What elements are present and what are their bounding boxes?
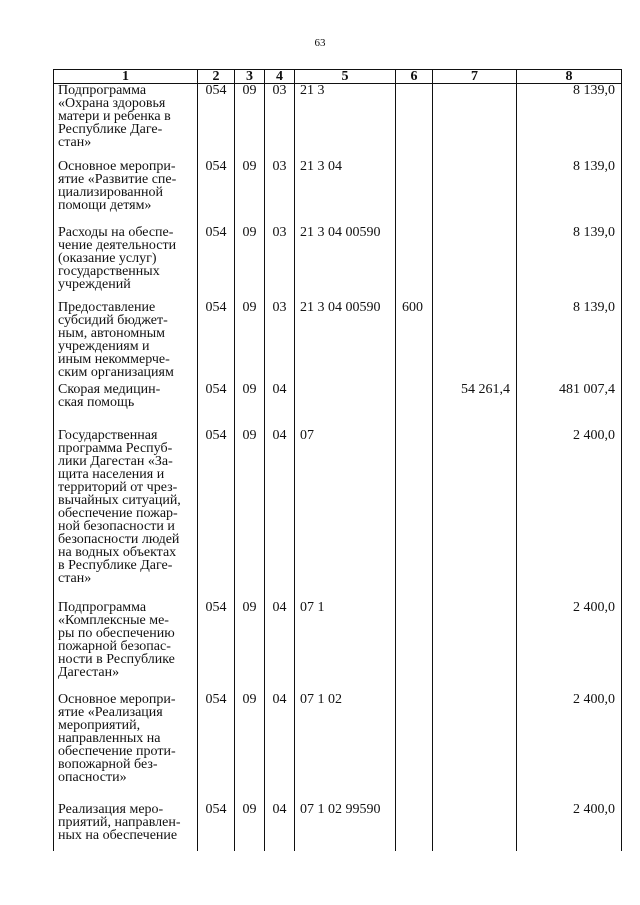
code-expense-type xyxy=(396,383,433,429)
code-section: 09 xyxy=(235,301,265,383)
table-row xyxy=(54,601,622,693)
table-row xyxy=(54,226,622,301)
budget-table xyxy=(53,69,622,851)
code-ministry: 054 xyxy=(198,383,235,429)
amount-col-7 xyxy=(433,84,517,160)
item-name: Основное меропри- ятие «Реализация мероприятий, направленных на обеспечение проти- вопожарной без- опасности» xyxy=(54,693,198,803)
amount-col-8: 2 400,0 xyxy=(517,693,622,803)
item-name: Государственная программа Респуб- лики Дагестан «За- щита населения и территорий от чрез- вычайных ситуаций, обеспечение пожар- ной безопасности и безопасности людей на водных объектах в Республике Даге- стан» xyxy=(54,429,198,601)
header-row xyxy=(54,70,622,84)
header-col-2: 2 xyxy=(198,70,235,84)
code-subsection: 03 xyxy=(265,84,295,160)
code-section: 09 xyxy=(235,383,265,429)
code-target-article: 07 1 02 99590 xyxy=(295,803,396,851)
header-col-4: 4 xyxy=(265,70,295,84)
header-col-8: 8 xyxy=(517,70,622,84)
table-row xyxy=(54,160,622,226)
table-row xyxy=(54,383,622,429)
code-expense-type: 600 xyxy=(396,301,433,383)
code-subsection: 03 xyxy=(265,226,295,301)
amount-col-8: 2 400,0 xyxy=(517,601,622,693)
item-name: Расходы на обеспе- чение деятельности (оказание услуг) государственных учреждений xyxy=(54,226,198,301)
page-number: 63 xyxy=(314,37,326,49)
code-subsection: 04 xyxy=(265,429,295,601)
code-section: 09 xyxy=(235,160,265,226)
amount-col-7: 54 261,4 xyxy=(433,383,517,429)
table-row xyxy=(54,429,622,601)
code-section: 09 xyxy=(235,601,265,693)
amount-col-8: 2 400,0 xyxy=(517,429,622,601)
amount-col-7 xyxy=(433,429,517,601)
header-col-3: 3 xyxy=(235,70,265,84)
amount-col-7 xyxy=(433,803,517,851)
code-expense-type xyxy=(396,429,433,601)
code-target-article xyxy=(295,383,396,429)
code-ministry: 054 xyxy=(198,693,235,803)
table-row xyxy=(54,84,622,160)
code-subsection: 04 xyxy=(265,803,295,851)
code-expense-type xyxy=(396,84,433,160)
header-col-7: 7 xyxy=(433,70,517,84)
code-expense-type xyxy=(396,693,433,803)
item-name: Скорая медицин- ская помощь xyxy=(54,383,198,429)
code-section: 09 xyxy=(235,429,265,601)
table-body xyxy=(54,84,622,851)
code-subsection: 03 xyxy=(265,301,295,383)
code-section: 09 xyxy=(235,84,265,160)
code-subsection: 04 xyxy=(265,383,295,429)
code-target-article: 07 1 xyxy=(295,601,396,693)
code-section: 09 xyxy=(235,226,265,301)
code-expense-type xyxy=(396,601,433,693)
amount-col-8: 8 139,0 xyxy=(517,226,622,301)
amount-col-8: 8 139,0 xyxy=(517,160,622,226)
code-target-article: 21 3 04 00590 xyxy=(295,301,396,383)
table-row xyxy=(54,301,622,383)
code-section: 09 xyxy=(235,803,265,851)
item-name: Подпрограмма «Комплексные ме- ры по обеспечению пожарной безопас- ности в Республике Дагестан» xyxy=(54,601,198,693)
code-ministry: 054 xyxy=(198,301,235,383)
amount-col-8: 8 139,0 xyxy=(517,301,622,383)
code-ministry: 054 xyxy=(198,803,235,851)
code-ministry: 054 xyxy=(198,226,235,301)
code-ministry: 054 xyxy=(198,601,235,693)
code-target-article: 21 3 04 xyxy=(295,160,396,226)
header-col-1: 1 xyxy=(54,70,198,84)
table-row xyxy=(54,693,622,803)
item-name: Реализация меро- приятий, направлен- ных на обеспечение xyxy=(54,803,198,851)
code-target-article: 21 3 04 00590 xyxy=(295,226,396,301)
code-subsection: 03 xyxy=(265,160,295,226)
code-target-article: 07 xyxy=(295,429,396,601)
code-ministry: 054 xyxy=(198,160,235,226)
code-section: 09 xyxy=(235,693,265,803)
code-expense-type xyxy=(396,160,433,226)
amount-col-7 xyxy=(433,601,517,693)
code-target-article: 07 1 02 xyxy=(295,693,396,803)
code-ministry: 054 xyxy=(198,84,235,160)
code-ministry: 054 xyxy=(198,429,235,601)
amount-col-8: 8 139,0 xyxy=(517,84,622,160)
amount-col-8: 2 400,0 xyxy=(517,803,622,851)
header-col-5: 5 xyxy=(295,70,396,84)
header-col-6: 6 xyxy=(396,70,433,84)
code-expense-type xyxy=(396,226,433,301)
amount-col-7 xyxy=(433,226,517,301)
code-subsection: 04 xyxy=(265,693,295,803)
amount-col-8: 481 007,4 xyxy=(517,383,622,429)
code-expense-type xyxy=(396,803,433,851)
item-name: Предоставление субсидий бюджет- ным, автономным учреждениям и иным некоммерче- ским организациям xyxy=(54,301,198,383)
code-subsection: 04 xyxy=(265,601,295,693)
code-target-article: 21 3 xyxy=(295,84,396,160)
amount-col-7 xyxy=(433,160,517,226)
amount-col-7 xyxy=(433,301,517,383)
item-name: Подпрограмма «Охрана здоровья матери и ребенка в Республике Даге- стан» xyxy=(54,84,198,160)
amount-col-7 xyxy=(433,693,517,803)
item-name: Основное меропри- ятие «Развитие спе- циализированной помощи детям» xyxy=(54,160,198,226)
table-row xyxy=(54,803,622,851)
